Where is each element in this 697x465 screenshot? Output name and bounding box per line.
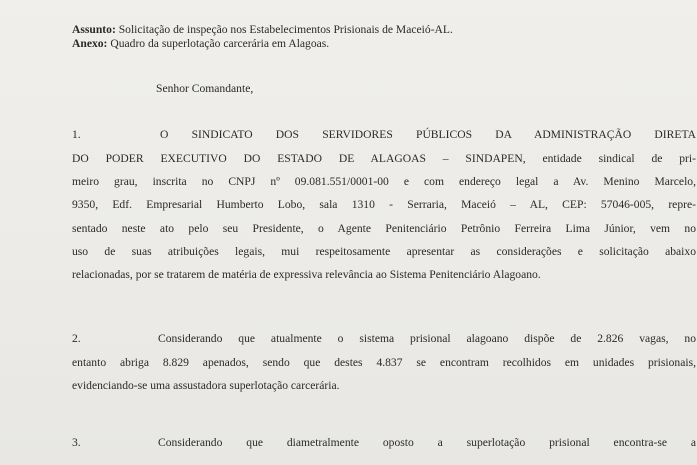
paragraph-2-line-1: Considerando que atualmente o sistema prisional alagoano dispõe de 2.826 vagas, no: [158, 332, 696, 345]
paragraph-3-number: 3.: [72, 436, 81, 449]
subject-label: Assunto:: [72, 23, 116, 36]
paragraph-1-line-6: uso de suas atribuições legais, mui respeitosamente apresentar as considerações e solicitação abaixo: [72, 245, 696, 258]
paragraph-3-line-1: Considerando que diametralmente oposto a superlotação prisional encontra-se a: [158, 436, 696, 449]
annex-line: [72, 37, 329, 51]
paragraph-1-line-4: 9350, Edf. Empresarial Humberto Lobo, sala 1310 - Serraria, Maceió – AL, CEP: 57046-005, repre-: [72, 198, 696, 211]
subject-text: Solicitação de inspeção nos Estabelecimentos Prisionais de Maceió-AL.: [118, 23, 453, 36]
paragraph-2-number: 2.: [72, 332, 81, 345]
paragraph-2-line-2: entanto abriga 8.829 apenados, sendo que destes 4.837 se encontram recolhidos em unidades prisionais,: [72, 356, 696, 369]
annex-label: Anexo:: [72, 37, 108, 50]
salutation: Senhor Comandante,: [156, 82, 254, 95]
paragraph-1-number: 1.: [72, 128, 81, 141]
paragraph-1-line-2: DO PODER EXECUTIVO DO ESTADO DE ALAGOAS – SINDAPEN, entidade sindical de pri-: [72, 152, 696, 165]
annex-text: Quadro da superlotação carcerária em Alagoas.: [110, 37, 330, 50]
paragraph-1-line-5: sentado neste ato pelo seu Presidente, o Agente Penitenciário Petrônio Ferreira Lima Júnior, vem no: [72, 222, 696, 235]
paragraph-2-line-3: evidenciando-se uma assustadora superlotação carcerária.: [72, 379, 340, 392]
paragraph-1-line-3: meiro grau, inscrita no CNPJ nº 09.081.551/0001-00 e com endereço legal a Av. Menino Marcelo,: [72, 175, 696, 188]
paragraph-1-line-1: O SINDICATO DOS SERVIDORES PÚBLICOS DA ADMINISTRAÇÃO DIRETA: [160, 128, 696, 141]
subject-line: [72, 23, 453, 37]
paragraph-1-line-7: relacionadas, por se tratarem de matéria de expressiva relevância ao Sistema Penitenciário Alagoano.: [72, 268, 541, 281]
